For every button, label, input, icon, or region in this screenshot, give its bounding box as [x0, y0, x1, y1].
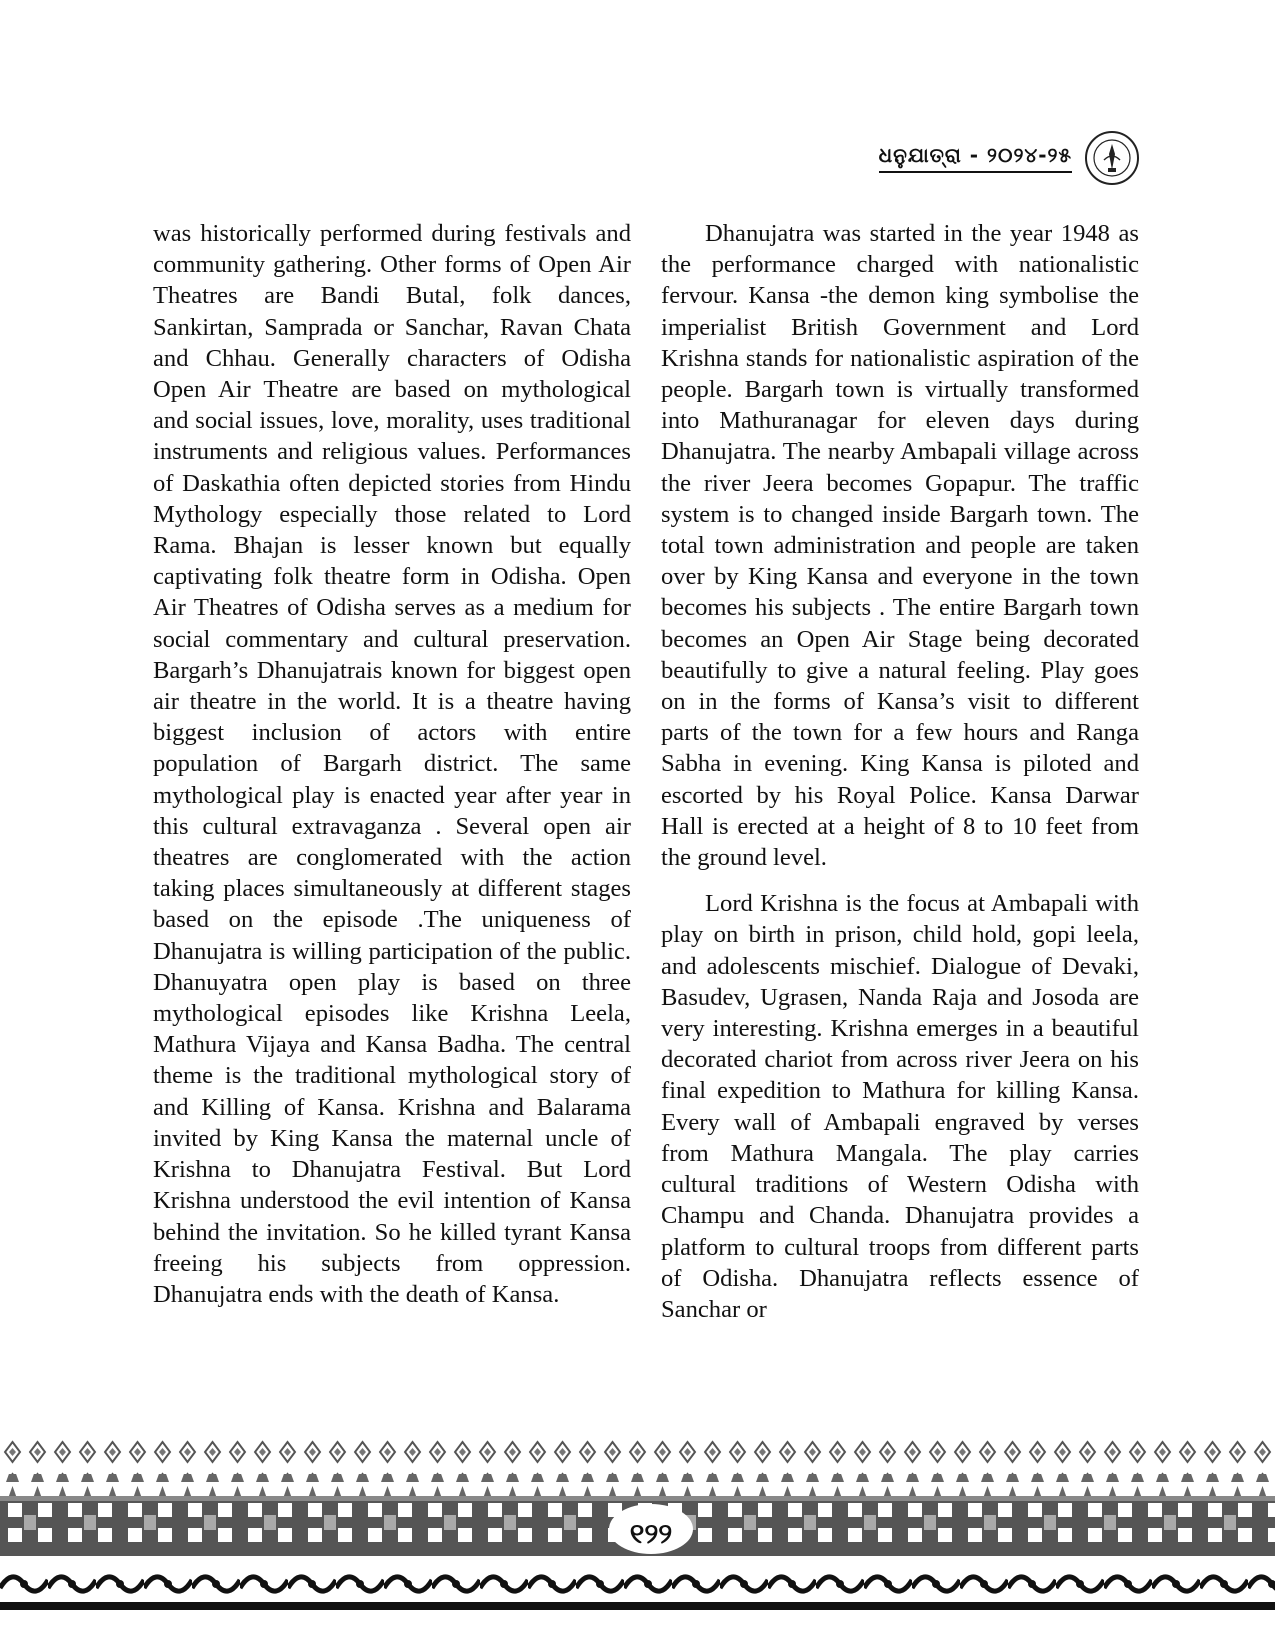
emblem-seal-icon	[1084, 130, 1140, 186]
left-column-paragraph: was historically performed during festivals and community gathering. Other forms of Open Air Theatres are Bandi Butal, folk dances, Sankirtan, Samprada or Sanchar, Ravan Chata and Chhau. Generally characters of Odisha Open Air Theatre are based on mythological and social issues, love, morality, uses traditional instruments and religious values. Performances of Daskathia often depicted stories from Hindu Mythology especially those related to Lord Rama. Bhajan is lesser known but equally captivating folk theatre form in Odisha. Open Air Theatres of Odisha serves as a medium for social commentary and cultural preservation. Bargarh’s Dhanujatrais known for biggest open air theatre in the world. It is a theatre having biggest inclusion of actors with entire population of Bargarh district. The same mythological play is enacted year after year in this cultural extravaganza . Several open air theatres are conglomerated with the action taking places simultaneously at different stages based on the episode .The uniqueness of Dhanujatra is willing participation of the public. Dhanuyatra open play is based on three mythological episodes like Krishna Leela, Mathura Vijaya and Kansa Badha. The central theme is the traditional mythological story of and Killing of Kansa. Krishna and Balarama invited by King Kansa the maternal uncle of Krishna to Dhanujatra Festival. But Lord Krishna understood the evil intention of Kansa behind the invitation. So he killed tyrant Kansa freeing his subjects from oppression. Dhanujatra ends with the death of Kansa.	[153, 220, 631, 1308]
page-number: ୧୨୨	[629, 1517, 673, 1550]
right-column	[661, 218, 1139, 1325]
left-column	[153, 218, 631, 1310]
right-paragraph-2: Lord Krishna is the focus at Ambapali with play on birth in prison, child hold, gopi leela, and adolescents mischief. Dialogue of Devaki, Basudev, Ugrasen, Nanda Raja and Josoda are very interesting. Krishna emerges in a beautiful decorated chariot from across river Jeera on his final expedition to Mathura for killing Kansa. Every wall of Ambapali engraved by verses from Mathura Mangala. The play carries cultural traditions of Western Odisha with Champu and Chanda. Dhanujatra provides a platform to cultural troops from different parts of Odisha. Dhanujatra reflects essence of Sanchar or	[661, 890, 1139, 1323]
header-title: ଧନୁଯାତ୍ରା - ୨୦୨୪-୨୫	[879, 143, 1072, 173]
right-paragraph-1: Dhanujatra was started in the year 1948 as the performance charged with nationalistic fervour. Kansa -the demon king symbolise the imperialist British Government and Lord Krishna stands for nationalistic aspiration of the people. Bargarh town is virtually transformed into Mathuranagar for eleven days during Dhanujatra. The nearby Ambapali village across the river Jeera becomes Gopapur. The traffic system is to changed inside Bargarh town. The total town administration and people are taken over by King Kansa and everyone in the town becomes his subjects . The entire Bargarh town becomes an Open Air Stage being decorated beautifully to give a natural feeling. Play goes on in the forms of Kansa’s visit to different parts of the town for a few hours and Ranga Sabha in evening. King Kansa is piloted and escorted by his Royal Police. Kansa Darwar Hall is erected at a height of 8 to 10 feet from the ground level.	[661, 220, 1139, 872]
page-header	[879, 130, 1140, 186]
